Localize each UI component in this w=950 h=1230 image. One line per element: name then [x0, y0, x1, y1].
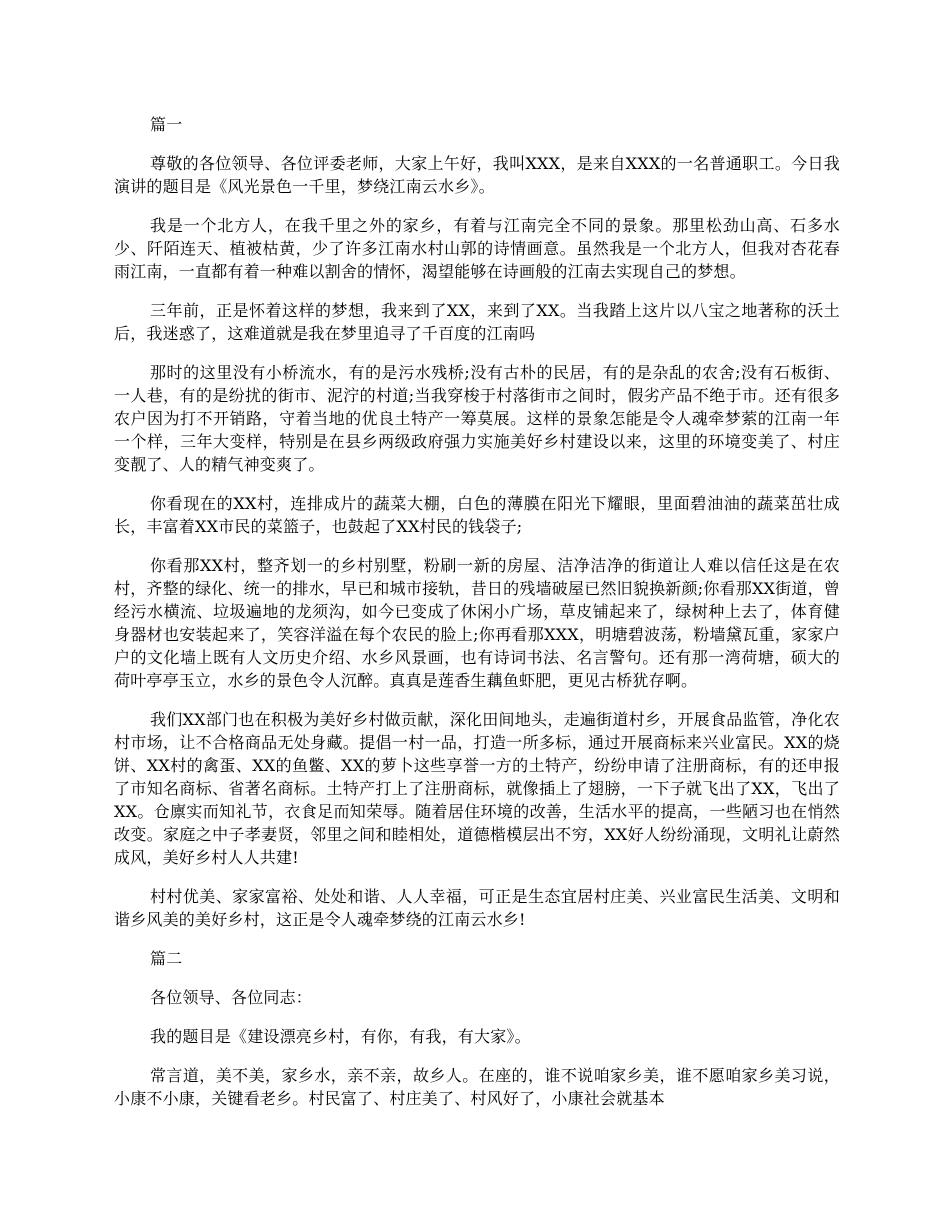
paragraph: 我的题目是《建设漂亮乡村，有你，有我，有大家》。: [150, 1027, 531, 1046]
paragraph: 我们XX部门也在积极为美好乡村做贡献，深化田间地头，走遍街道村乡，开展食品监管，净化农村市场，让不合格商品无处身藏。提倡一村一品，打造一所多标，通过开展商标来兴业富民。XX的烧饼、XX村的禽蛋、XX的鱼鳖、XX的萝卜这些享誉一方的土特产，纷纷申请了注册商标，有的还申报了市知名商标、省著名商标。土特产打上了注册商标，就像插上了翅膀，一下子就飞出了XX，飞出了XX。仓廪实而知礼节，衣食足而知荣辱。随着居住环境的改善，生活水平的提高，一些陋习也在悄然改变。家庭之中子孝妻贤，邻里之间和睦相处，道德楷模层出不穷，XX好人纷纷涌现，文明礼让蔚然成风，美好乡村人人共建!: [114, 710, 840, 867]
section-heading-1: 篇一: [150, 115, 183, 134]
paragraph: 常言道，美不美，家乡水，亲不亲，故乡人。在座的，谁不说咱家乡美，谁不愿咱家乡美习说，小康不小康，关键看老乡。村民富了、村庄美了、村风好了，小康社会就基本: [114, 1066, 840, 1108]
section-heading-2: 篇二: [150, 949, 183, 968]
paragraph: 那时的这里没有小桥流水，有的是污水残桥;没有古朴的民居，有的是杂乱的农舍;没有石板街、一人巷，有的是纷扰的街市、泥泞的村道;当我穿梭于村落街市之间时，假劣产品不绝于市。还有很多农户因为打不开销路，守着当地的优良土特产一筹莫展。这样的景象怎能是令人魂牵梦萦的江南一年一个样，三年大变样，特别是在县乡两级政府强力实施美好乡村建设以来，这里的环境变美了、村庄变靓了、人的精气神变爽了。: [114, 363, 840, 474]
paragraph: 三年前，正是怀着这样的梦想，我来到了XX，来到了XX。当我踏上这片以八宝之地著称的沃土后，我迷惑了，这难道就是我在梦里追寻了千百度的江南吗: [114, 301, 840, 343]
paragraph: 尊敬的各位领导、各位评委老师，大家上午好，我叫XXX，是来自XXX的一名普通职工。今日我演讲的题目是《风光景色一千里，梦绕江南云水乡》。: [114, 154, 840, 196]
paragraph: 我是一个北方人，在我千里之外的家乡，有着与江南完全不同的景象。那里松劲山高、石多水少、阡陌连天、植被枯黄，少了许多江南水村山郭的诗情画意。虽然我是一个北方人，但我对杏花春雨江南，一直都有着一种难以割舍的情怀，渴望能够在诗画般的江南去实现自己的梦想。: [114, 216, 840, 281]
document-body: [114, 113, 840, 1126]
paragraph: 你看现在的XX村，连排成片的蔬菜大棚，白色的薄膜在阳光下耀眼，里面碧油油的蔬菜茁壮成长，丰富着XX市民的菜篮子，也鼓起了XX村民的钱袋子;: [114, 494, 840, 536]
paragraph: 你看那XX村，整齐划一的乡村别墅，粉刷一新的房屋、洁净洁净的街道让人难以信任这是在农村，齐整的绿化、统一的排水，早已和城市接轨，昔日的残墙破屋已然旧貌换新颜;你看那XX街道，曾经污水横流、垃圾遍地的龙须沟，如今已变成了休闲小广场，草皮铺起来了，绿树种上去了，体育健身器材也安装起来了，笑容洋溢在每个农民的脸上;你再看那XXX，明塘碧波荡，粉墙黛瓦重，家家户户的文化墙上既有人文历史介绍、水乡风景画，也有诗词书法、名言警句。还有那一湾荷塘，硕大的荷叶亭亭玉立，水乡的景色令人沉醉。真真是莲香生藕鱼虾肥，更见古桥犹存啊。: [114, 556, 840, 690]
paragraph: 村村优美、家家富裕、处处和谐、人人幸福，可正是生态宜居村庄美、兴业富民生活美、文明和谐乡风美的美好乡村，这正是令人魂牵梦绕的江南云水乡!: [114, 887, 840, 929]
paragraph: 各位领导、各位同志：: [150, 988, 313, 1007]
